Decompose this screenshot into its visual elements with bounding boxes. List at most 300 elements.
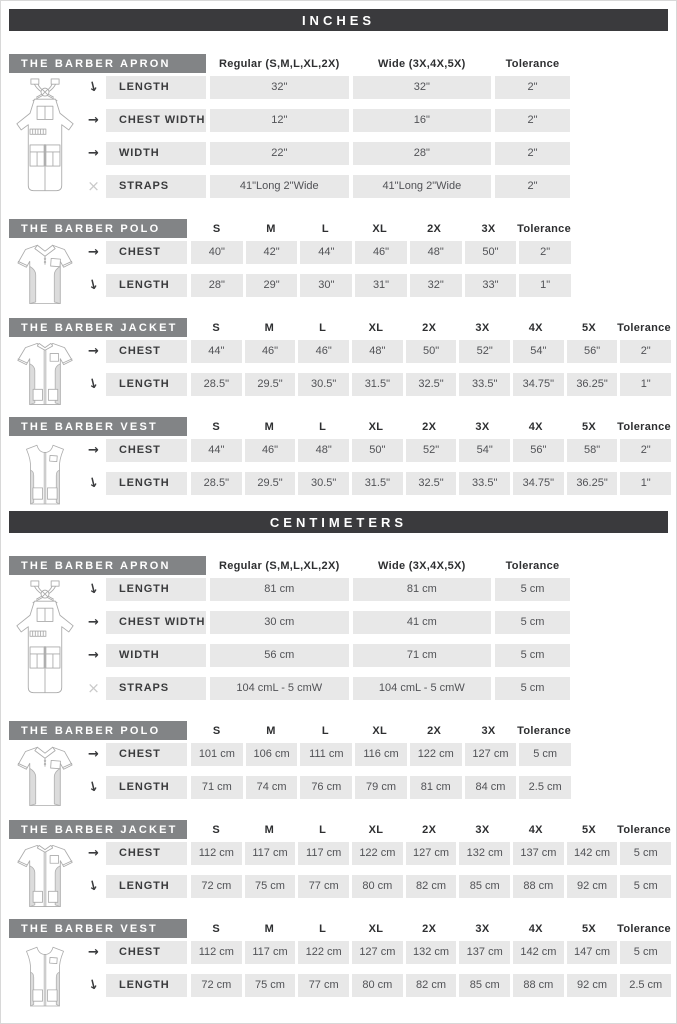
value-cell: 1" — [620, 373, 671, 396]
value-cell: 142 cm — [567, 842, 618, 865]
arrow-down-icon: ↓ — [86, 580, 101, 599]
value-cell: 31.5" — [352, 472, 403, 495]
x-mark-icon: × — [87, 177, 100, 195]
value-cell: 122 cm — [352, 842, 403, 865]
value-cell: 32" — [410, 274, 462, 297]
value-cell: 52" — [459, 340, 510, 363]
row-values — [210, 142, 570, 165]
value-cell: 77 cm — [298, 974, 349, 997]
measurement-row — [81, 109, 668, 132]
column-header: S — [212, 420, 220, 433]
row-values — [191, 274, 571, 297]
section-header — [9, 318, 671, 337]
x-mark-icon: × — [87, 679, 100, 697]
value-cell: 75 cm — [245, 875, 296, 898]
row-values — [210, 109, 570, 132]
section-title: THE BARBER APRON — [21, 559, 171, 572]
value-cell: 31.5" — [352, 373, 403, 396]
value-cell: 74 cm — [246, 776, 298, 799]
column-header: 3X — [475, 922, 490, 935]
column-header: S — [212, 222, 221, 235]
value-cell: 28" — [353, 142, 492, 165]
arrow-right-icon: → — [88, 146, 99, 161]
measurement-row — [81, 941, 668, 964]
column-headers — [210, 54, 570, 73]
column-headers — [191, 219, 571, 238]
value-cell: 32" — [353, 76, 492, 99]
row-label: WIDTH — [106, 142, 206, 165]
jacket-illustration — [11, 842, 79, 910]
row-label: CHEST — [106, 941, 187, 964]
section-header — [9, 556, 668, 575]
arrow-right-icon: → — [88, 846, 99, 861]
column-header: XL — [368, 823, 384, 836]
row-label: STRAPS — [106, 677, 206, 700]
section-title: THE BARBER JACKET — [21, 823, 178, 836]
column-header: 2X — [422, 321, 437, 334]
section-jacket-inches — [9, 318, 671, 396]
row-label: CHEST WIDTH — [106, 109, 206, 132]
column-header: 3X — [481, 724, 496, 737]
row-label: CHEST — [106, 241, 187, 264]
row-label: LENGTH — [106, 974, 187, 997]
column-headers — [191, 417, 671, 436]
value-cell: 12" — [210, 109, 349, 132]
column-header: Tolerance — [517, 724, 572, 737]
value-cell: 2" — [495, 76, 570, 99]
vest-illustration — [11, 439, 79, 511]
value-cell: 36.25" — [567, 472, 618, 495]
column-header: 5X — [581, 321, 597, 334]
jacket-illustration — [11, 340, 79, 408]
column-header: Tolerance — [617, 823, 671, 836]
row-label: LENGTH — [106, 76, 206, 99]
section-title-bar — [9, 820, 187, 839]
value-cell: 2" — [620, 340, 671, 363]
section-vest-inches — [9, 417, 671, 495]
value-cell: 48" — [410, 241, 462, 264]
value-cell: 147 cm — [567, 941, 618, 964]
row-values — [210, 611, 570, 634]
apron-illustration — [11, 580, 79, 698]
measurement-rows — [81, 340, 668, 396]
value-cell: 5 cm — [495, 611, 570, 634]
column-header: M — [264, 823, 275, 836]
column-header: Tolerance — [617, 321, 671, 334]
value-cell: 28.5" — [191, 373, 242, 396]
section-title: THE BARBER APRON — [21, 57, 171, 70]
value-cell: 81 cm — [353, 578, 492, 601]
column-header: Wide (3X,4X,5X) — [378, 57, 466, 70]
value-cell: 46" — [245, 439, 296, 462]
value-cell: 77 cm — [298, 875, 349, 898]
column-header: M — [266, 222, 276, 235]
row-values — [210, 76, 570, 99]
measurement-row — [81, 644, 668, 667]
value-cell: 104 cmL - 5 cmW — [210, 677, 349, 700]
value-cell: 132 cm — [406, 941, 457, 964]
measurement-row — [81, 274, 668, 297]
section-title: THE BARBER POLO — [21, 724, 161, 737]
column-header: 3X — [475, 321, 490, 334]
unit-title: CENTIMETERS — [269, 514, 408, 530]
value-cell: 137 cm — [459, 941, 510, 964]
value-cell: 81 cm — [210, 578, 349, 601]
section-header — [9, 54, 668, 73]
column-header: L — [319, 321, 327, 334]
section-polo-inches — [9, 219, 668, 297]
value-cell: 41"Long 2"Wide — [353, 175, 492, 198]
section-title: THE BARBER POLO — [21, 222, 161, 235]
section-vest-cm — [9, 919, 671, 997]
value-cell: 5 cm — [620, 842, 671, 865]
row-values — [191, 241, 571, 264]
polo-illustration — [11, 241, 79, 307]
value-cell: 29" — [246, 274, 298, 297]
value-cell: 5 cm — [620, 941, 671, 964]
value-cell: 30" — [300, 274, 352, 297]
unit-banner — [9, 9, 668, 31]
column-header: Tolerance — [517, 222, 572, 235]
value-cell: 1" — [620, 472, 671, 495]
measurement-rows — [81, 743, 668, 799]
section-apron-inches — [9, 54, 668, 198]
arrow-right-icon: → — [88, 443, 99, 458]
arrow-right-icon: → — [88, 113, 99, 128]
measurement-row — [81, 439, 668, 462]
column-header: 5X — [581, 823, 597, 836]
value-cell: 46" — [245, 340, 296, 363]
value-cell: 5 cm — [495, 578, 570, 601]
value-cell: 76 cm — [300, 776, 352, 799]
row-values — [191, 340, 671, 363]
column-headers — [191, 919, 671, 938]
row-label: STRAPS — [106, 175, 206, 198]
column-header: M — [264, 922, 275, 935]
value-cell: 41 cm — [353, 611, 492, 634]
measurement-row — [81, 842, 668, 865]
unit-banner — [9, 511, 668, 533]
section-title: THE BARBER VEST — [21, 922, 158, 935]
measurement-row — [81, 241, 668, 264]
value-cell: 36.25" — [567, 373, 618, 396]
value-cell: 29.5" — [245, 373, 296, 396]
value-cell: 85 cm — [459, 974, 510, 997]
value-cell: 72 cm — [191, 875, 242, 898]
vest-illustration — [11, 941, 79, 1013]
measurement-row — [81, 340, 668, 363]
value-cell: 46" — [298, 340, 349, 363]
value-cell: 75 cm — [245, 974, 296, 997]
value-cell: 127 cm — [406, 842, 457, 865]
value-cell: 122 cm — [410, 743, 462, 766]
column-headers — [210, 556, 570, 575]
value-cell: 72 cm — [191, 974, 242, 997]
value-cell: 112 cm — [191, 941, 242, 964]
row-values — [210, 644, 570, 667]
section-title-bar — [9, 219, 187, 238]
value-cell: 30 cm — [210, 611, 349, 634]
value-cell: 52" — [406, 439, 457, 462]
row-label: LENGTH — [106, 776, 187, 799]
value-cell: 85 cm — [459, 875, 510, 898]
value-cell: 56" — [513, 439, 564, 462]
column-headers — [191, 318, 671, 337]
value-cell: 112 cm — [191, 842, 242, 865]
section-title-bar — [9, 318, 187, 337]
value-cell: 40" — [191, 241, 243, 264]
section-title-bar — [9, 721, 187, 740]
row-values — [210, 175, 570, 198]
row-label: CHEST — [106, 842, 187, 865]
measurement-row — [81, 776, 668, 799]
measurement-row — [81, 142, 668, 165]
value-cell: 30.5" — [298, 373, 349, 396]
value-cell: 22" — [210, 142, 349, 165]
value-cell: 32" — [210, 76, 349, 99]
section-jacket-cm — [9, 820, 671, 898]
value-cell: 117 cm — [245, 842, 296, 865]
arrow-down-icon: ↓ — [86, 976, 101, 995]
value-cell: 84 cm — [465, 776, 517, 799]
value-cell: 88 cm — [513, 974, 564, 997]
row-label: CHEST — [106, 439, 187, 462]
value-cell: 54" — [459, 439, 510, 462]
section-header — [9, 219, 668, 238]
row-label: WIDTH — [106, 644, 206, 667]
section-polo-cm — [9, 721, 668, 799]
row-values — [191, 439, 671, 462]
section-header — [9, 417, 671, 436]
value-cell: 2" — [495, 175, 570, 198]
row-label: LENGTH — [106, 373, 187, 396]
value-cell: 58" — [567, 439, 618, 462]
measurement-rows — [81, 941, 668, 997]
value-cell: 56 cm — [210, 644, 349, 667]
value-cell: 104 cmL - 5 cmW — [353, 677, 492, 700]
column-header: XL — [368, 321, 384, 334]
value-cell: 92 cm — [567, 974, 618, 997]
row-values — [191, 842, 671, 865]
column-header: 4X — [528, 321, 543, 334]
arrow-down-icon: ↓ — [86, 778, 101, 797]
value-cell: 2" — [620, 439, 671, 462]
measurement-row — [81, 578, 668, 601]
value-cell: 122 cm — [298, 941, 349, 964]
value-cell: 30.5" — [298, 472, 349, 495]
value-cell: 50" — [406, 340, 457, 363]
size-chart — [9, 9, 671, 997]
value-cell: 71 cm — [191, 776, 243, 799]
column-header: 4X — [528, 823, 543, 836]
measurement-rows — [81, 241, 668, 297]
row-values — [191, 875, 671, 898]
column-header: Tolerance — [617, 922, 671, 935]
column-header: XL — [372, 222, 388, 235]
measurement-rows — [81, 76, 668, 198]
row-label: LENGTH — [106, 472, 187, 495]
value-cell: 1" — [519, 274, 571, 297]
column-header: L — [319, 420, 327, 433]
measurement-row — [81, 875, 668, 898]
section-header — [9, 919, 671, 938]
column-headers — [191, 820, 671, 839]
column-headers — [191, 721, 571, 740]
measurement-row — [81, 373, 668, 396]
row-values — [191, 472, 671, 495]
value-cell: 2.5 cm — [519, 776, 571, 799]
measurement-row — [81, 472, 668, 495]
value-cell: 48" — [298, 439, 349, 462]
column-header: S — [212, 922, 220, 935]
value-cell: 117 cm — [245, 941, 296, 964]
value-cell: 5 cm — [620, 875, 671, 898]
value-cell: 127 cm — [465, 743, 517, 766]
row-values — [210, 578, 570, 601]
value-cell: 80 cm — [352, 875, 403, 898]
value-cell: 29.5" — [245, 472, 296, 495]
value-cell: 5 cm — [495, 644, 570, 667]
value-cell: 16" — [353, 109, 492, 132]
column-header: L — [321, 724, 329, 737]
measurement-row — [81, 76, 668, 99]
value-cell: 41"Long 2"Wide — [210, 175, 349, 198]
value-cell: 50" — [352, 439, 403, 462]
column-header: 2X — [427, 222, 442, 235]
column-header: S — [212, 823, 220, 836]
column-header: 2X — [422, 823, 437, 836]
section-header — [9, 820, 671, 839]
measurement-row — [81, 175, 668, 198]
apron-illustration — [11, 78, 79, 196]
measurement-rows — [81, 842, 668, 898]
section-title: THE BARBER JACKET — [21, 321, 178, 334]
measurement-row — [81, 611, 668, 634]
section-title-bar — [9, 919, 187, 938]
value-cell: 106 cm — [246, 743, 298, 766]
unit-title: INCHES — [301, 12, 376, 28]
value-cell: 32.5" — [406, 373, 457, 396]
column-header: 4X — [528, 420, 543, 433]
row-values — [191, 776, 571, 799]
measurement-row — [81, 974, 668, 997]
value-cell: 132 cm — [459, 842, 510, 865]
column-header: XL — [368, 420, 384, 433]
row-label: LENGTH — [106, 578, 206, 601]
column-header: 3X — [475, 420, 490, 433]
column-header: 5X — [581, 420, 597, 433]
value-cell: 28" — [191, 274, 243, 297]
arrow-down-icon: ↓ — [86, 877, 101, 896]
column-header: Tolerance — [505, 559, 560, 572]
arrow-right-icon: → — [88, 747, 99, 762]
value-cell: 117 cm — [298, 842, 349, 865]
value-cell: 80 cm — [352, 974, 403, 997]
column-header: L — [319, 922, 327, 935]
section-title-bar — [9, 417, 187, 436]
value-cell: 2" — [495, 142, 570, 165]
column-header: 4X — [528, 922, 543, 935]
arrow-down-icon: ↓ — [86, 78, 101, 97]
column-header: M — [264, 420, 275, 433]
column-header: Tolerance — [617, 420, 671, 433]
row-label: CHEST — [106, 340, 187, 363]
row-values — [191, 373, 671, 396]
column-header: L — [321, 222, 329, 235]
value-cell: 116 cm — [355, 743, 407, 766]
row-label: LENGTH — [106, 875, 187, 898]
column-header: 2X — [422, 922, 437, 935]
column-header: 3X — [475, 823, 490, 836]
column-header: XL — [372, 724, 388, 737]
measurement-rows — [81, 439, 668, 495]
value-cell: 56" — [567, 340, 618, 363]
value-cell: 101 cm — [191, 743, 243, 766]
value-cell: 2" — [519, 241, 571, 264]
arrow-down-icon: ↓ — [86, 276, 101, 295]
value-cell: 48" — [352, 340, 403, 363]
measurement-rows — [81, 578, 668, 700]
value-cell: 71 cm — [353, 644, 492, 667]
arrow-down-icon: ↓ — [86, 474, 101, 493]
value-cell: 33.5" — [459, 472, 510, 495]
value-cell: 28.5" — [191, 472, 242, 495]
column-header: 2X — [427, 724, 442, 737]
value-cell: 2" — [495, 109, 570, 132]
measurement-row — [81, 743, 668, 766]
column-header: M — [266, 724, 276, 737]
column-header: 5X — [581, 922, 597, 935]
value-cell: 92 cm — [567, 875, 618, 898]
value-cell: 33" — [465, 274, 517, 297]
column-header: Regular (S,M,L,XL,2X) — [218, 57, 340, 70]
value-cell: 82 cm — [406, 974, 457, 997]
arrow-right-icon: → — [88, 344, 99, 359]
value-cell: 79 cm — [355, 776, 407, 799]
arrow-right-icon: → — [88, 245, 99, 260]
column-header: XL — [368, 922, 384, 935]
value-cell: 137 cm — [513, 842, 564, 865]
column-header: 2X — [422, 420, 437, 433]
column-header: Regular (S,M,L,XL,2X) — [218, 559, 340, 572]
value-cell: 34.75" — [513, 373, 564, 396]
value-cell: 33.5" — [459, 373, 510, 396]
value-cell: 31" — [355, 274, 407, 297]
column-header: L — [319, 823, 327, 836]
column-header: S — [212, 321, 220, 334]
value-cell: 54" — [513, 340, 564, 363]
section-title: THE BARBER VEST — [21, 420, 158, 433]
arrow-down-icon: ↓ — [86, 375, 101, 394]
value-cell: 5 cm — [519, 743, 571, 766]
value-cell: 44" — [191, 340, 242, 363]
column-header: S — [212, 724, 221, 737]
arrow-right-icon: → — [88, 945, 99, 960]
arrow-right-icon: → — [88, 615, 99, 630]
measurement-row — [81, 677, 668, 700]
row-label: LENGTH — [106, 274, 187, 297]
value-cell: 88 cm — [513, 875, 564, 898]
value-cell: 44" — [300, 241, 352, 264]
value-cell: 142 cm — [513, 941, 564, 964]
polo-illustration — [11, 743, 79, 809]
row-label: CHEST — [106, 743, 187, 766]
column-header: M — [264, 321, 275, 334]
value-cell: 32.5" — [406, 472, 457, 495]
value-cell: 81 cm — [410, 776, 462, 799]
column-header: Tolerance — [505, 57, 560, 70]
value-cell: 42" — [246, 241, 298, 264]
